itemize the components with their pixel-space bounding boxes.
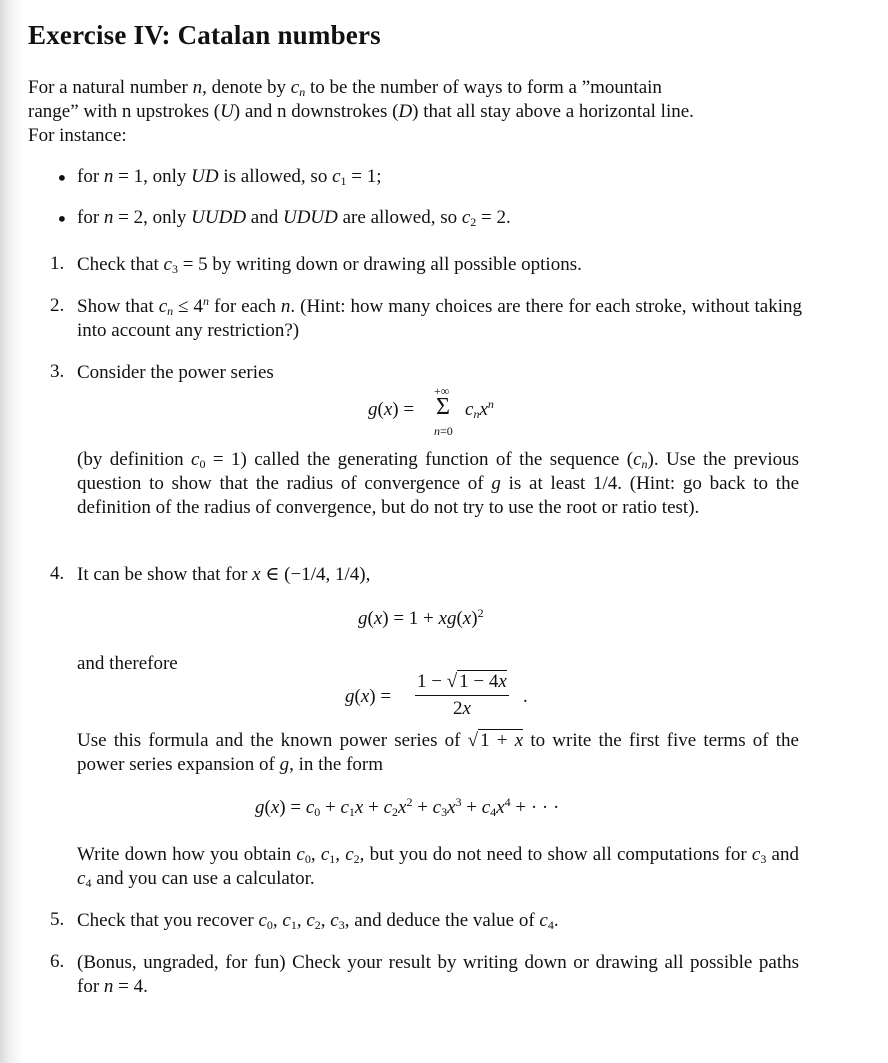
item-4-after: Use this formula and the known power series of √ 1 + x to write the first five terms of the power series expansion of g, in the form	[77, 730, 799, 775]
item-2-text: Show that $c_n \le 4^n$ for each n. (Hint: how many choices are there for each stroke, without taking into account any restriction?)	[77, 294, 802, 341]
item-number: 4.	[50, 563, 65, 584]
example-n1: for n = 1, only UD is allowed, so $c_1 = 1$;	[77, 166, 382, 188]
item-1-text: Check that $c_3 = 5$ by writing down or drawing all possible options.	[77, 254, 582, 276]
formula-series-expansion: $g(x) = c_0 + c_1x + c_2x^2 + c_3x^3 + c_4x^4$ + · · ·	[255, 795, 560, 819]
bullet-icon: •	[56, 207, 68, 231]
item-5-text: Check that you recover $c_0$, $c_1$, $c_2$, $c_3$, and deduce the value of $c_4$.	[77, 910, 559, 932]
item-number: 2.	[50, 295, 65, 316]
example-n2: for n = 2, only UUDD and UDUD are allowed, so $c_2 = 2$.	[77, 207, 511, 229]
item-4-after2: Write down how you obtain $c_0$, $c_1$, $c_2$, but you do not need to show all computations for $c_3$ and $c_4$ and you can use a calculator.	[77, 844, 799, 890]
item-number: 1.	[50, 253, 65, 274]
item-4-mid: and therefore	[77, 653, 178, 674]
bullet-icon: •	[56, 166, 68, 190]
item-3-after: (by definition $c_0 = 1$) called the generating function of the sequence $(c_n)$. Use the previous question to show that the radius of convergence of g is at least 1/4. (Hint: go back to the definition of the radius of convergence, but do not try to use the root or ratio test).	[77, 449, 800, 518]
item-number: 6.	[50, 951, 65, 972]
intro-paragraph	[28, 76, 828, 148]
item-number: 3.	[50, 361, 65, 382]
formula-generating-function: g(x) = +∞ Σ n=0 $c_nx^n$	[368, 384, 494, 438]
item-3-text: Consider the power series	[77, 362, 274, 383]
item-4-text: It can be show that for x ∈ (−1/4, 1/4),	[77, 564, 371, 585]
formula-functional-equation: $g(x) = 1 + xg(x)^2$	[358, 606, 484, 629]
item-number: 5.	[50, 909, 65, 930]
intro-line-3: For instance:	[28, 125, 127, 146]
exercise-page: Exercise IV: Catalan numbers For a natural number n, denote by $c_n$ to be the number of ways to form a ”mountain range” with n upstrokes (U) and n downstrokes (D) that all stay above a horizontal line. For instance: • for n = 1, only UD is allowed, so $c_1 = 1$; • for n = 2, only UUDD and UDUD are allowed, so $c_2 = 2$. 1. Check that $c_3 = 5$ by writing down or drawing all possible options. 2. Show that $c_n \le 4^n$ for each n. (Hint: how many choices are there for each stroke, without taking into account any restriction?) 3. Consider the power series g(x) = +∞ Σ n=0 $c_nx^n$ (by definition $c_0 = 1$) called the generating function of the sequence $(c_n)$. Use the previous question to show that the radius of convergence of g is at least 1/4. (Hint: go back to the definition of the radius of convergence, but do not try to use the root or ratio test). 4. It can be show that for x ∈ (−1/4, 1/4), $g(x) = 1 + xg(x)^2$ and therefore g(x) = $\frac{1 - √ 1 - 4x}{2x}$ . Use this formula and the known power series of √ 1 + x to write the first five terms of the power series expansion of g, in the form $g(x) = c_0 + c_1x + c_2x^2 + c_3x^3 + c_4x^4$ + · · · Write down how you obtain $c_0$, $c_1$, $c_2$, but you do not need to show all computations for $c_3$ and $c_4$ and you can use a calculator. 5. Check that you recover $c_0$, $c_1$, $c_2$, $c_3$, and deduce the value of $c_4$. 6. (Bonus, ungraded, for fun) Check your result by writing down or drawing all possible paths for n = 4.	[0, 0, 888, 1063]
item-6-text: (Bonus, ungraded, for fun) Check your result by writing down or drawing all possible paths for n = 4.	[77, 952, 799, 997]
intro-line-1: For a natural number n, denote by $c_n$ to be the number of ways to form a ”mountain	[28, 77, 662, 99]
page-title: Exercise IV: Catalan numbers	[28, 20, 381, 50]
intro-line-2: range” with n upstrokes (U) and n downstrokes (D) that all stay above a horizontal line.	[28, 101, 694, 122]
